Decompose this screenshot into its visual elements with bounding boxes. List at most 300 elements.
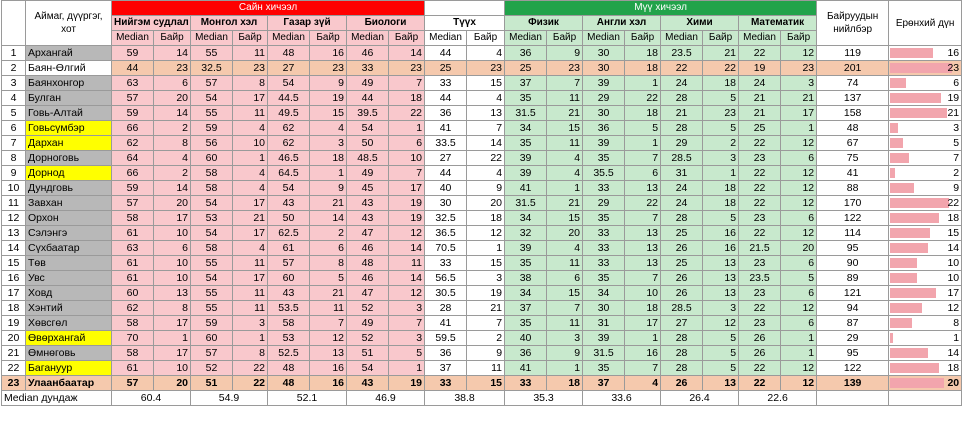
rank-cell: 12 — [781, 301, 817, 316]
median-cell: 51 — [347, 346, 389, 361]
subject-header: Монгол хэл — [191, 16, 268, 31]
row-number: 22 — [2, 361, 26, 376]
rank-cell: 10 — [233, 136, 268, 151]
rank-cell: 4 — [233, 241, 268, 256]
rank-cell: 7 — [547, 76, 583, 91]
aimag-name: Улаанбаатар — [26, 376, 112, 391]
median-cell: 62 — [268, 136, 310, 151]
median-cell: 33 — [425, 256, 467, 271]
median-cell: 70 — [112, 331, 154, 346]
rank-cell: 9 — [310, 181, 347, 196]
rank-cell: 1 — [625, 136, 661, 151]
median-cell: 34 — [505, 286, 547, 301]
median-cell: 58 — [112, 211, 154, 226]
subject-header: Физик — [505, 16, 583, 31]
rank-cell: 1 — [233, 331, 268, 346]
median-cell: 43 — [268, 196, 310, 211]
group-science-header: Мүү хичээл — [505, 1, 817, 16]
median-cell: 46 — [347, 271, 389, 286]
median-cell: 41 — [505, 361, 547, 376]
row-number: 11 — [2, 196, 26, 211]
median-cell: 22 — [739, 46, 781, 61]
rank-col-header: Байр — [233, 31, 268, 46]
rank-cell: 12 — [467, 226, 505, 241]
rank-cell: 4 — [233, 121, 268, 136]
rank-cell: 1 — [781, 121, 817, 136]
median-cell: 41 — [425, 316, 467, 331]
rank-cell: 7 — [310, 316, 347, 331]
median-cell: 45 — [347, 181, 389, 196]
median-cell: 61 — [112, 226, 154, 241]
overall-rank-value: 6 — [953, 77, 960, 89]
overall-rank-cell — [889, 286, 962, 301]
aimag-name: Хөвсгөл — [26, 316, 112, 331]
rank-cell: 23 — [233, 61, 268, 76]
median-footer-value: 38.8 — [425, 391, 505, 406]
median-cell: 32 — [505, 226, 547, 241]
median-cell: 26 — [661, 376, 703, 391]
overall-rank-cell — [889, 346, 962, 361]
median-cell: 49.5 — [268, 106, 310, 121]
rank-cell: 12 — [781, 226, 817, 241]
median-cell: 25 — [661, 226, 703, 241]
median-cell: 22 — [739, 136, 781, 151]
overall-rank-value: 5 — [953, 137, 960, 149]
rank-sum-cell: 122 — [817, 361, 889, 376]
subject-header: Газар зүй — [268, 16, 347, 31]
median-cell: 53 — [268, 331, 310, 346]
rank-sum-cell: 89 — [817, 271, 889, 286]
median-cell: 44 — [425, 46, 467, 61]
median-cell: 63 — [112, 241, 154, 256]
median-cell: 39 — [505, 166, 547, 181]
row-number: 3 — [2, 76, 26, 91]
overall-rank-cell — [889, 256, 962, 271]
rank-cell: 3 — [389, 301, 425, 316]
median-cell: 35 — [583, 361, 625, 376]
rank-cell: 1 — [467, 241, 505, 256]
rank-cell: 4 — [154, 151, 191, 166]
median-cell: 57 — [112, 196, 154, 211]
median-cell: 55 — [191, 256, 233, 271]
median-cell: 36 — [505, 46, 547, 61]
overall-rank-cell — [889, 316, 962, 331]
rank-cell: 11 — [547, 136, 583, 151]
overall-rank-cell — [889, 76, 962, 91]
median-cell: 47 — [347, 226, 389, 241]
median-cell: 54 — [191, 226, 233, 241]
aimag-name: Увс — [26, 271, 112, 286]
median-cell: 43 — [347, 376, 389, 391]
median-cell: 59 — [191, 121, 233, 136]
rank-cell: 16 — [625, 346, 661, 361]
table-row — [2, 151, 962, 166]
aimag-name: Сүхбаатар — [26, 241, 112, 256]
median-cell: 21 — [739, 106, 781, 121]
median-col-header: Median — [425, 31, 467, 46]
rank-cell: 14 — [154, 106, 191, 121]
median-cell: 23 — [739, 211, 781, 226]
overall-rank-cell — [889, 376, 962, 391]
median-cell: 51 — [191, 376, 233, 391]
rank-col-header: Байр — [547, 31, 583, 46]
aimag-name: Дорнод — [26, 166, 112, 181]
overall-rank-cell — [889, 46, 962, 61]
rank-sum-cell: 29 — [817, 331, 889, 346]
median-cell: 60 — [191, 151, 233, 166]
rank-cell: 16 — [310, 361, 347, 376]
median-cell: 26 — [661, 241, 703, 256]
aimag-name: Ховд — [26, 286, 112, 301]
rank-cell: 1 — [547, 181, 583, 196]
rank-cell: 23 — [547, 61, 583, 76]
median-cell: 25 — [425, 61, 467, 76]
median-cell: 60 — [191, 331, 233, 346]
aimag-name: Өмнөговь — [26, 346, 112, 361]
aimag-name: Төв — [26, 256, 112, 271]
rank-cell: 7 — [625, 361, 661, 376]
median-cell: 39.5 — [347, 106, 389, 121]
median-cell: 30 — [583, 46, 625, 61]
median-cell: 22 — [739, 181, 781, 196]
median-cell: 24 — [661, 181, 703, 196]
median-cell: 28.5 — [661, 151, 703, 166]
median-cell: 41 — [505, 181, 547, 196]
median-cell: 38 — [505, 271, 547, 286]
table-row — [2, 241, 962, 256]
median-cell: 64.5 — [268, 166, 310, 181]
rank-cell: 15 — [467, 376, 505, 391]
median-cell: 23 — [739, 151, 781, 166]
median-cell: 35.5 — [583, 166, 625, 181]
overall-rank-bar — [890, 288, 936, 298]
rank-cell: 11 — [547, 316, 583, 331]
median-cell: 58 — [191, 181, 233, 196]
overall-rank-value: 20 — [947, 377, 960, 389]
rank-cell: 10 — [154, 271, 191, 286]
rank-cell: 5 — [703, 361, 739, 376]
median-cell: 62 — [112, 136, 154, 151]
median-cell: 29 — [583, 196, 625, 211]
median-cell: 30 — [583, 106, 625, 121]
rank-sum-cell: 121 — [817, 286, 889, 301]
rank-cell: 5 — [703, 211, 739, 226]
rank-cell: 13 — [625, 181, 661, 196]
rank-cell: 20 — [154, 196, 191, 211]
median-cell: 70.5 — [425, 241, 467, 256]
rank-sum-cell: 95 — [817, 346, 889, 361]
median-footer-label: Median дундаж — [2, 391, 112, 406]
aimag-name: Дорноговь — [26, 151, 112, 166]
median-cell: 25 — [661, 256, 703, 271]
median-cell: 44 — [425, 166, 467, 181]
median-cell: 33 — [583, 181, 625, 196]
rank-cell: 15 — [547, 286, 583, 301]
rank-col-header: Байр — [703, 31, 739, 46]
table-row — [2, 361, 962, 376]
overall-rank-bar — [890, 168, 895, 178]
median-cell: 50 — [268, 211, 310, 226]
median-cell: 32.5 — [191, 61, 233, 76]
aimag-name: Баянхонгор — [26, 76, 112, 91]
table-row — [2, 46, 962, 61]
row-number: 10 — [2, 181, 26, 196]
rank-cell: 19 — [389, 376, 425, 391]
rank-cell: 14 — [389, 241, 425, 256]
table-row — [2, 106, 962, 121]
table-row — [2, 136, 962, 151]
aimag-name: Завхан — [26, 196, 112, 211]
median-col-header: Median — [191, 31, 233, 46]
rank-cell: 21 — [310, 286, 347, 301]
rank-sum-cell: 41 — [817, 166, 889, 181]
rank-cell: 14 — [154, 181, 191, 196]
rank-col-header: Байр — [389, 31, 425, 46]
overall-rank-cell — [889, 61, 962, 76]
aimag-name: Дундговь — [26, 181, 112, 196]
rank-cell: 7 — [389, 166, 425, 181]
median-cell: 39 — [505, 151, 547, 166]
median-cell: 24 — [661, 196, 703, 211]
median-col-header: Median — [112, 31, 154, 46]
median-cell: 28 — [661, 361, 703, 376]
median-cell: 66 — [112, 166, 154, 181]
rank-cell: 3 — [467, 271, 505, 286]
rank-cell: 18 — [625, 106, 661, 121]
row-number: 4 — [2, 91, 26, 106]
rank-cell: 4 — [467, 166, 505, 181]
median-cell: 52 — [347, 301, 389, 316]
median-col-header: Median — [347, 31, 389, 46]
footer-empty — [889, 391, 962, 406]
rank-cell: 5 — [625, 121, 661, 136]
aimag-name: Өвөрхангай — [26, 331, 112, 346]
rank-cell: 16 — [310, 46, 347, 61]
median-cell: 48 — [268, 361, 310, 376]
median-cell: 25 — [739, 121, 781, 136]
median-footer-value: 22.6 — [739, 391, 817, 406]
table-row — [2, 91, 962, 106]
rank-cell: 17 — [154, 316, 191, 331]
median-cell: 60 — [112, 286, 154, 301]
median-cell: 22 — [739, 376, 781, 391]
rank-cell: 3 — [547, 331, 583, 346]
table-row — [2, 346, 962, 361]
rank-cell: 2 — [703, 136, 739, 151]
row-number: 12 — [2, 211, 26, 226]
rank-cell: 13 — [467, 106, 505, 121]
median-cell: 35 — [505, 256, 547, 271]
median-footer-value: 52.1 — [268, 391, 347, 406]
rank-cell: 5 — [389, 346, 425, 361]
row-number: 7 — [2, 136, 26, 151]
overall-rank-cell — [889, 271, 962, 286]
rank-cell: 17 — [781, 106, 817, 121]
overall-rank-bar — [890, 333, 893, 343]
rank-cell: 17 — [154, 211, 191, 226]
median-cell: 23 — [739, 316, 781, 331]
overall-rank-value: 3 — [953, 122, 960, 134]
rank-cell: 23 — [781, 61, 817, 76]
row-number: 16 — [2, 271, 26, 286]
rank-sum-cell: 119 — [817, 46, 889, 61]
median-footer-value: 60.4 — [112, 391, 191, 406]
overall-rank-value: 22 — [947, 197, 960, 209]
median-cell: 58 — [191, 241, 233, 256]
rank-cell: 1 — [154, 331, 191, 346]
median-cell: 48 — [268, 46, 310, 61]
median-cell: 55 — [191, 301, 233, 316]
median-cell: 61 — [112, 361, 154, 376]
median-cell: 63 — [112, 76, 154, 91]
aimag-name: Булган — [26, 91, 112, 106]
overall-rank-bar — [890, 198, 949, 208]
median-cell: 34 — [583, 286, 625, 301]
median-cell: 30 — [583, 61, 625, 76]
median-footer-value: 26.4 — [661, 391, 739, 406]
rank-cell: 15 — [310, 106, 347, 121]
overall-rank-bar — [890, 153, 909, 163]
rank-cell: 13 — [625, 241, 661, 256]
rank-sum-cell: 94 — [817, 301, 889, 316]
rank-sum-cell: 95 — [817, 241, 889, 256]
rank-cell: 6 — [154, 76, 191, 91]
rank-cell: 8 — [310, 256, 347, 271]
rank-cell: 12 — [781, 46, 817, 61]
median-cell: 22 — [739, 226, 781, 241]
overall-rank-value: 1 — [953, 332, 960, 344]
median-cell: 54 — [191, 91, 233, 106]
median-cell: 26 — [661, 286, 703, 301]
rank-col-header: Байр — [310, 31, 347, 46]
rank-cell: 9 — [310, 76, 347, 91]
rank-cell: 22 — [703, 61, 739, 76]
median-cell: 53 — [191, 211, 233, 226]
median-cell: 22 — [739, 166, 781, 181]
rank-cell: 22 — [389, 106, 425, 121]
rank-cell: 10 — [625, 286, 661, 301]
rank-cell: 14 — [310, 211, 347, 226]
rank-cell: 1 — [310, 166, 347, 181]
rank-cell: 22 — [233, 361, 268, 376]
rank-cell: 18 — [547, 376, 583, 391]
rank-cell: 20 — [781, 241, 817, 256]
median-cell: 58 — [112, 316, 154, 331]
overall-rank-bar — [890, 348, 928, 358]
rank-sum-cell: 87 — [817, 316, 889, 331]
median-cell: 66 — [112, 121, 154, 136]
rank-cell: 13 — [703, 286, 739, 301]
rank-cell: 23 — [389, 61, 425, 76]
rank-cell: 10 — [389, 151, 425, 166]
row-number: 8 — [2, 151, 26, 166]
rank-cell: 6 — [781, 211, 817, 226]
overall-rank-bar — [890, 228, 930, 238]
rank-cell: 11 — [233, 286, 268, 301]
median-cell: 55 — [191, 46, 233, 61]
rank-cell: 6 — [547, 271, 583, 286]
rank-sum-cell: 74 — [817, 76, 889, 91]
median-cell: 24 — [661, 76, 703, 91]
overall-rank-bar — [890, 123, 898, 133]
rank-cell: 7 — [389, 316, 425, 331]
median-cell: 21 — [661, 106, 703, 121]
rank-cell: 13 — [625, 226, 661, 241]
overall-rank-value: 7 — [953, 152, 960, 164]
rank-cell: 2 — [154, 121, 191, 136]
table-row — [2, 121, 962, 136]
median-footer-row — [2, 391, 962, 406]
rank-cell: 14 — [467, 136, 505, 151]
median-cell: 35 — [505, 316, 547, 331]
median-cell: 23.5 — [661, 46, 703, 61]
rank-cell: 5 — [703, 331, 739, 346]
median-cell: 35 — [583, 151, 625, 166]
median-cell: 54 — [268, 181, 310, 196]
median-cell: 39 — [583, 331, 625, 346]
median-cell: 59.5 — [425, 331, 467, 346]
median-footer-value: 33.6 — [583, 391, 661, 406]
rank-cell: 12 — [389, 286, 425, 301]
rank-cell: 11 — [233, 46, 268, 61]
rank-cell: 11 — [547, 91, 583, 106]
rank-cell: 7 — [625, 271, 661, 286]
median-cell: 33 — [583, 226, 625, 241]
rank-cell: 21 — [703, 46, 739, 61]
median-cell: 22 — [661, 61, 703, 76]
row-number: 23 — [2, 376, 26, 391]
median-cell: 52 — [191, 361, 233, 376]
rank-sum-cell: 201 — [817, 61, 889, 76]
median-cell: 58 — [112, 346, 154, 361]
table-row — [2, 166, 962, 181]
median-cell: 19 — [739, 61, 781, 76]
rank-sum-cell: 75 — [817, 151, 889, 166]
rank-cell: 1 — [781, 331, 817, 346]
overall-rank-bar — [890, 48, 933, 58]
rank-cell: 12 — [310, 331, 347, 346]
row-number: 18 — [2, 301, 26, 316]
row-number: 17 — [2, 286, 26, 301]
median-cell: 36 — [425, 106, 467, 121]
median-cell: 22 — [739, 361, 781, 376]
rank-cell: 13 — [703, 256, 739, 271]
overall-rank-cell — [889, 136, 962, 151]
rank-col-header: Байр — [625, 31, 661, 46]
median-cell: 21 — [739, 91, 781, 106]
rank-cell: 13 — [154, 286, 191, 301]
aimag-name: Архангай — [26, 46, 112, 61]
rank-cell: 6 — [781, 256, 817, 271]
median-cell: 48 — [347, 256, 389, 271]
overall-rank-value: 23 — [947, 62, 960, 74]
rank-cell: 22 — [233, 376, 268, 391]
rank-cell: 21 — [781, 91, 817, 106]
median-cell: 39 — [505, 241, 547, 256]
median-cell: 49 — [347, 316, 389, 331]
overall-rank-cell — [889, 331, 962, 346]
overall-rank-value: 18 — [947, 212, 960, 224]
rank-cell: 9 — [547, 46, 583, 61]
overall-rank-bar — [890, 318, 912, 328]
table-row — [2, 301, 962, 316]
median-cell: 26 — [739, 331, 781, 346]
median-cell: 62.5 — [268, 226, 310, 241]
overall-rank-value: 2 — [953, 167, 960, 179]
median-cell: 23 — [739, 286, 781, 301]
median-cell: 57 — [191, 76, 233, 91]
rank-col-header: Байр — [154, 31, 191, 46]
